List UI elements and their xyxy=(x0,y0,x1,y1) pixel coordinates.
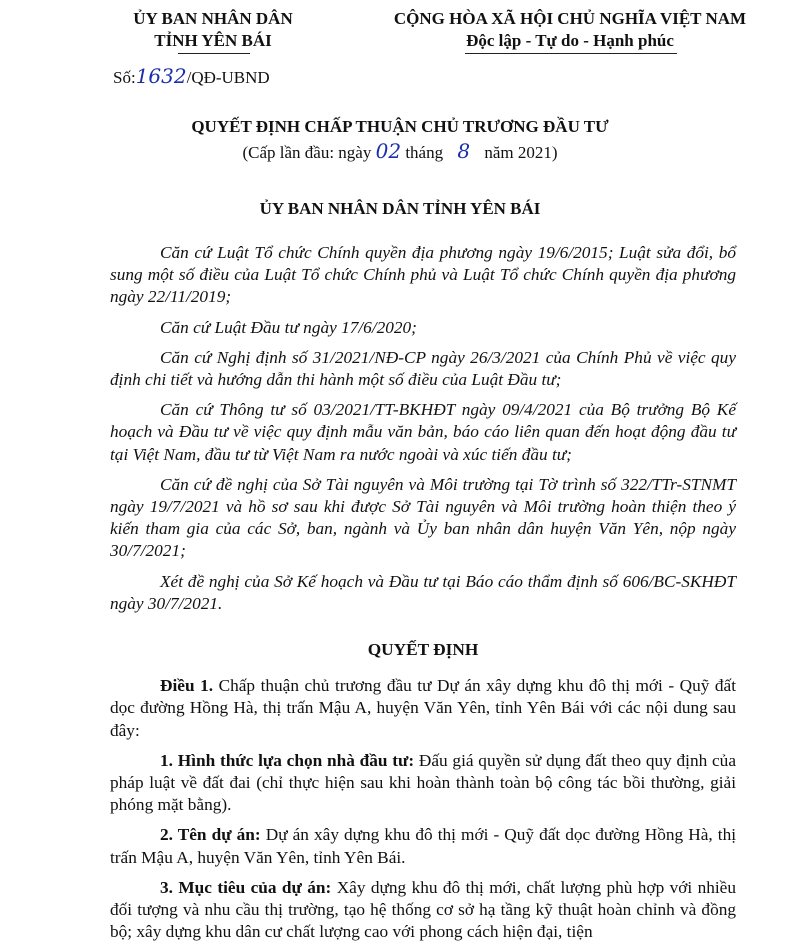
article-1 xyxy=(110,675,736,742)
subtitle-year: năm 2021) xyxy=(484,143,558,162)
agency-underline xyxy=(178,53,250,54)
document-title: QUYẾT ĐỊNH CHẤP THUẬN CHỦ TRƯƠNG ĐẦU TƯ xyxy=(191,117,609,136)
agency-line-1: ỦY BAN NHÂN DÂN xyxy=(133,9,293,28)
doc-no-prefix: Số: xyxy=(113,68,136,87)
item-1-text: Đấu giá quyền sử dụng đất theo quy định của pháp luật về đất đai (chỉ thực hiện sau khi hoàn thành toàn bộ công tác bồi thường, giải phóng mặt bằng). xyxy=(110,750,736,815)
subtitle-open: (Cấp lần đầu: ngày xyxy=(242,143,372,162)
basis-1: Căn cứ Luật Tổ chức Chính quyền địa phương ngày 19/6/2015; Luật sửa đổi, bổ sung một số điều của Luật Tổ chức Chính phủ và Luật Tổ chức Chính quyền địa phương ngày 22/11/2019; xyxy=(110,243,736,307)
basis-3: Căn cứ Nghị định số 31/2021/NĐ-CP ngày 26/3/2021 của Chính Phủ về việc quy định chi tiết và hướng dẫn thi hành một số điều của Luật Đầu tư; xyxy=(110,347,736,390)
issuer-heading: ỦY BAN NHÂN DÂN TỈNH YÊN BÁI xyxy=(259,199,541,218)
article-1-text: Chấp thuận chủ trương đầu tư Dự án xây dựng khu đô thị mới - Quỹ đất dọc đường Hồng Hà, thị trấn Mậu A, huyện Văn Yên, tỉnh Yên Bái với các nội dung sau đây: xyxy=(110,676,737,740)
basis-5: Căn cứ đề nghị của Sở Tài nguyên và Môi trường tại Tờ trình số 322/TTr-STNMT ngày 19/7/2021 và hồ sơ sau khi được Sở Tài nguyên và Môi trường hoàn thiện theo ý kiến tham gia của các Sở, ban, ngành và Ủy ban nhân dân huyện Văn Yên, nộp ngày 30/7/2021; xyxy=(110,474,736,561)
item-2 xyxy=(110,824,736,868)
doc-no-handwritten: 1632 xyxy=(135,64,187,88)
nation-motto: Độc lập - Tự do - Hạnh phúc xyxy=(466,31,674,50)
item-1 xyxy=(110,750,736,817)
agency-line-2: TỈNH YÊN BÁI xyxy=(154,31,272,50)
item-3 xyxy=(110,877,736,943)
basis-2: Căn cứ Luật Đầu tư ngày 17/6/2020; xyxy=(160,317,417,337)
item-2-text: Dự án xây dựng khu đô thị mới - Quỹ đất dọc đường Hồng Hà, thị trấn Mậu A, huyện Văn Yên, tỉnh Yên Bái. xyxy=(110,825,737,867)
doc-no-suffix: /QĐ-UBND xyxy=(186,68,270,87)
basis-6: Xét đề nghị của Sở Kế hoạch và Đầu tư tại Báo cáo thẩm định số 606/BC-SKHĐT ngày 30/7/2021. xyxy=(110,571,736,613)
month-handwritten: 8 xyxy=(457,139,471,163)
basis-4: Căn cứ Thông tư số 03/2021/TT-BKHĐT ngày 09/4/2021 của Bộ trưởng Bộ Kế hoạch và Đầu tư về việc quy định mẫu văn bản, báo cáo liên quan đến hoạt động đầu tư tại Việt Nam, đầu tư từ Việt Nam ra nước ngoài và xúc tiến đầu tư; xyxy=(110,400,736,464)
agency-header xyxy=(88,8,338,52)
document-body xyxy=(110,242,736,943)
motto-underline xyxy=(465,53,677,54)
day-handwritten: 02 xyxy=(375,139,402,163)
nation-header xyxy=(345,8,795,52)
decision-heading: QUYẾT ĐỊNH xyxy=(367,640,479,660)
item-2-label: 2. Tên dự án: xyxy=(160,825,261,845)
item-3-label: 3. Mục tiêu của dự án: xyxy=(160,877,332,897)
document-number xyxy=(113,64,270,88)
item-3-text: Xây dựng khu đô thị mới, chất lượng phù hợp với nhiều đối tượng và nhu cầu thị trường, tạo hệ thống cơ sở hạ tầng kỹ thuật hoàn chỉnh và đồng bộ; xây dựng khu dân cư chất lượng cao với phong cách hiện đại, tiện xyxy=(110,877,736,942)
item-1-label: 1. Hình thức lựa chọn nhà đầu tư: xyxy=(160,750,415,770)
document-subtitle xyxy=(0,139,800,163)
nation-line: CỘNG HÒA XÃ HỘI CHỦ NGHĨA VIỆT NAM xyxy=(393,9,747,28)
subtitle-month: tháng xyxy=(405,143,444,162)
article-1-label: Điều 1. xyxy=(160,676,214,696)
